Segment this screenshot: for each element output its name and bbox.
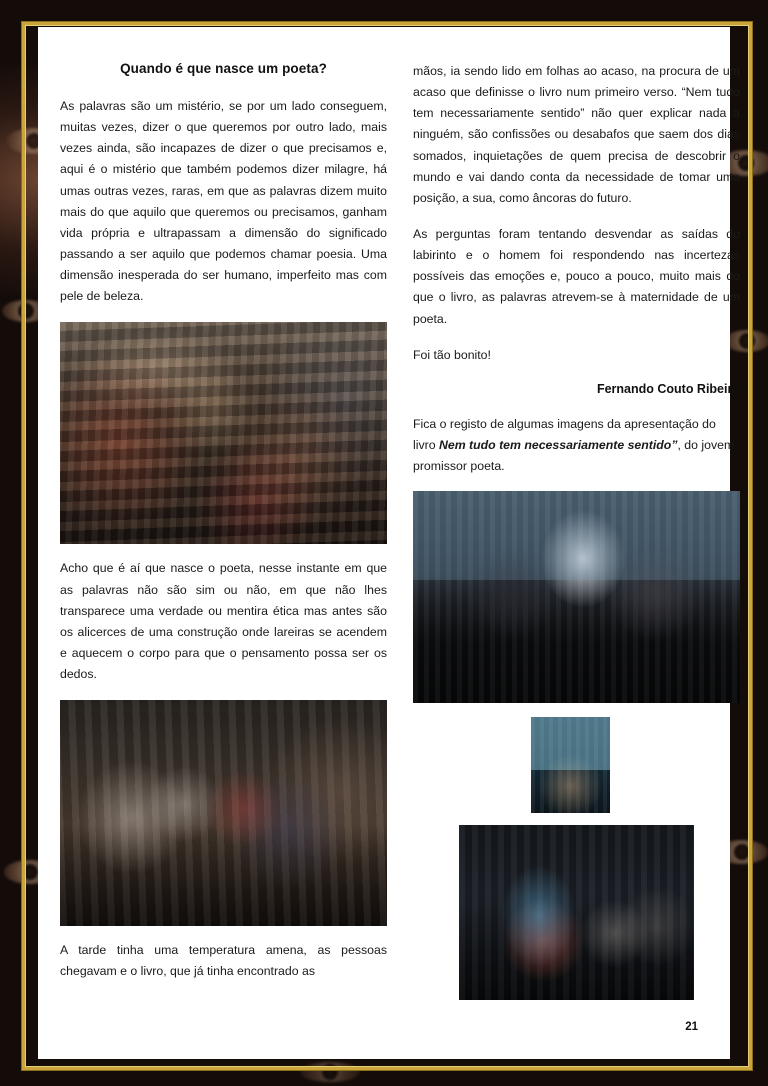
caption-book-title: Nem tudo tem necessariamente sentido” [438, 437, 678, 452]
right-column [413, 61, 740, 1010]
stage-wide-photo-overlay [459, 825, 694, 1000]
author-byline: Fernando Couto Ribeiro [596, 381, 740, 396]
right-paragraph-3: Foi tão bonito! [413, 347, 491, 362]
caption-text-1: Fica o registo de algumas imagens da apresentação do livro [413, 416, 716, 452]
stage-wide-photo [459, 825, 694, 1000]
small-stage-photo [531, 717, 610, 813]
book-signing-photo [60, 700, 387, 926]
caption-text-2: , do jovem promissor poeta. [413, 437, 735, 473]
audience-photo [60, 322, 387, 544]
photo-caption-note [413, 414, 740, 477]
page-title: Quando é que nasce um poeta? [120, 61, 327, 76]
book-signing-photo-overlay [60, 700, 387, 926]
paper-sheet [38, 27, 740, 1059]
two-column-layout [48, 39, 740, 1010]
presentation-table-photo-overlay [413, 491, 740, 703]
page-content [48, 39, 740, 1047]
right-paragraph-1: mãos, ia sendo lido em folhas ao acaso, na procura de um acaso que definisse o livro num primeiro verso. “Nem tudo tem necessariamente sentido” não quer explicar nada a ninguém, são confissões ou desabafos que saem dos dias somados, inquietações de quem precisa de descobrir o mundo e vai dando conta da necessidade de tomar uma posição, a sua, como âncoras do futuro. [413, 64, 740, 205]
left-paragraph-2: Acho que é aí que nasce o poeta, nesse instante em que as palavras não são sim ou não, em que não lhes transparece uma verdade ou mentira ética mas antes são os alicerces de uma construção onde lareiras se acendem e aquecem o corpo para que o pensamento possa ser os dedos. [60, 561, 387, 682]
presentation-table-photo [413, 491, 740, 703]
audience-photo-overlay [60, 322, 387, 544]
small-stage-photo-overlay [531, 717, 610, 813]
page-number: 21 [685, 1021, 698, 1033]
left-column [60, 61, 387, 1010]
right-paragraph-2: As perguntas foram tentando desvendar as saídas do labirinto e o homem foi respondendo nas incertezas possíveis das emoções e, pouco a pouco, muito mais do que o livro, as palavras atrevem-se à maternidade de um poeta. [413, 226, 740, 326]
left-paragraph-3: A tarde tinha uma temperatura amena, as pessoas chegavam e o livro, que já tinha encontrado as [60, 943, 387, 979]
left-paragraph-1: As palavras são um mistério, se por um lado conseguem, muitas vezes, dizer o que queremos por outro lado, mais vezes ainda, são incapazes de dizer o que precisamos e, aqui é o mistério que também podemos dizer milagre, há umas outras vezes, raras, em que as palavras dizem muito mais do que aquilo que queremos ou precisamos, ganham vida própria e ultrapassam a dimensão do significado passando a ser aquilo que podemos chamar poesia. Uma dimensão inesperada do ser humano, imperfeito mas com pele de beleza. [60, 99, 387, 304]
